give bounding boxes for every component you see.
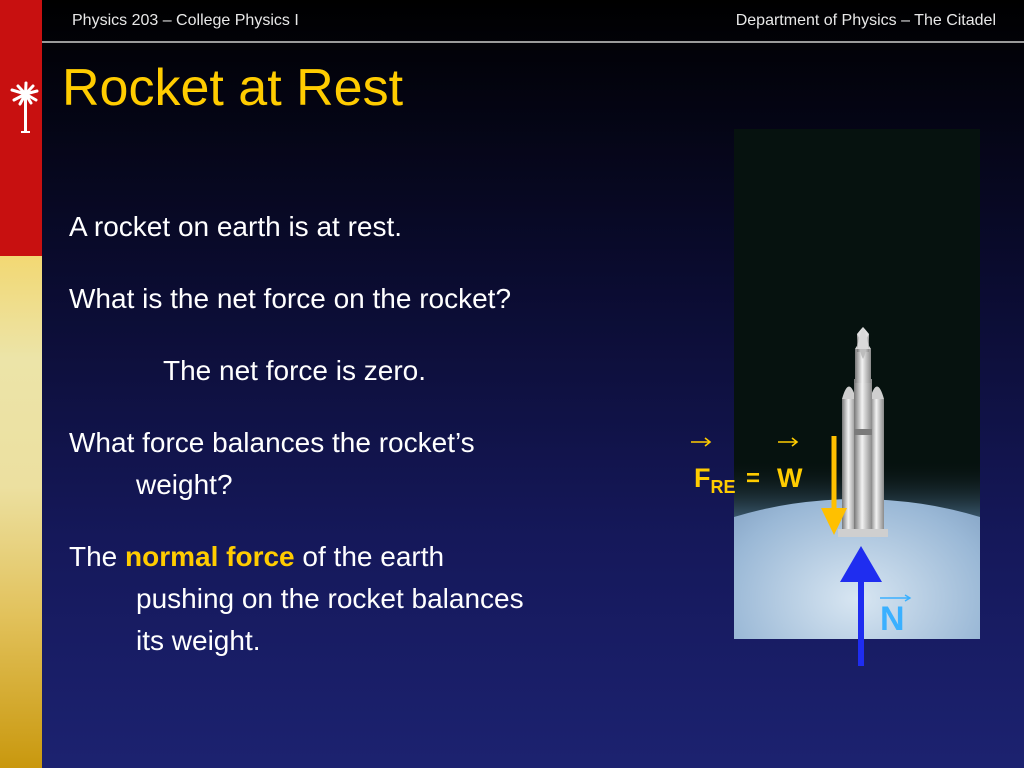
equals-sign: = (746, 465, 761, 492)
question-balance-line2: weight? (136, 469, 233, 500)
statement-rest: A rocket on earth is at rest. (69, 211, 403, 242)
weight-symbol: W (777, 463, 803, 493)
answer-normal-line3: its weight. (136, 625, 261, 656)
slide-title: Rocket at Rest (62, 59, 404, 117)
answer-normal-line2: pushing on the rocket balances (136, 583, 524, 614)
normal-force-highlight: normal force (125, 541, 295, 572)
question-net-force: What is the net force on the rocket? (69, 283, 512, 314)
force-label (694, 463, 736, 497)
force-subscript: RE (710, 477, 736, 497)
force-symbol: F (694, 463, 711, 493)
normal-arrow-head (840, 546, 882, 582)
answer-net-force: The net force is zero. (163, 355, 427, 386)
answer-suffix: of the earth (294, 541, 445, 572)
department-name: Department of Physics – The Citadel (735, 12, 996, 29)
course-name: Physics 203 – College Physics I (72, 12, 299, 29)
normal-symbol: N (880, 600, 905, 638)
question-balance-line1: What force balances the rocket’s (69, 427, 475, 458)
answer-prefix: The (69, 541, 126, 572)
weight-arrow-head (821, 508, 847, 535)
